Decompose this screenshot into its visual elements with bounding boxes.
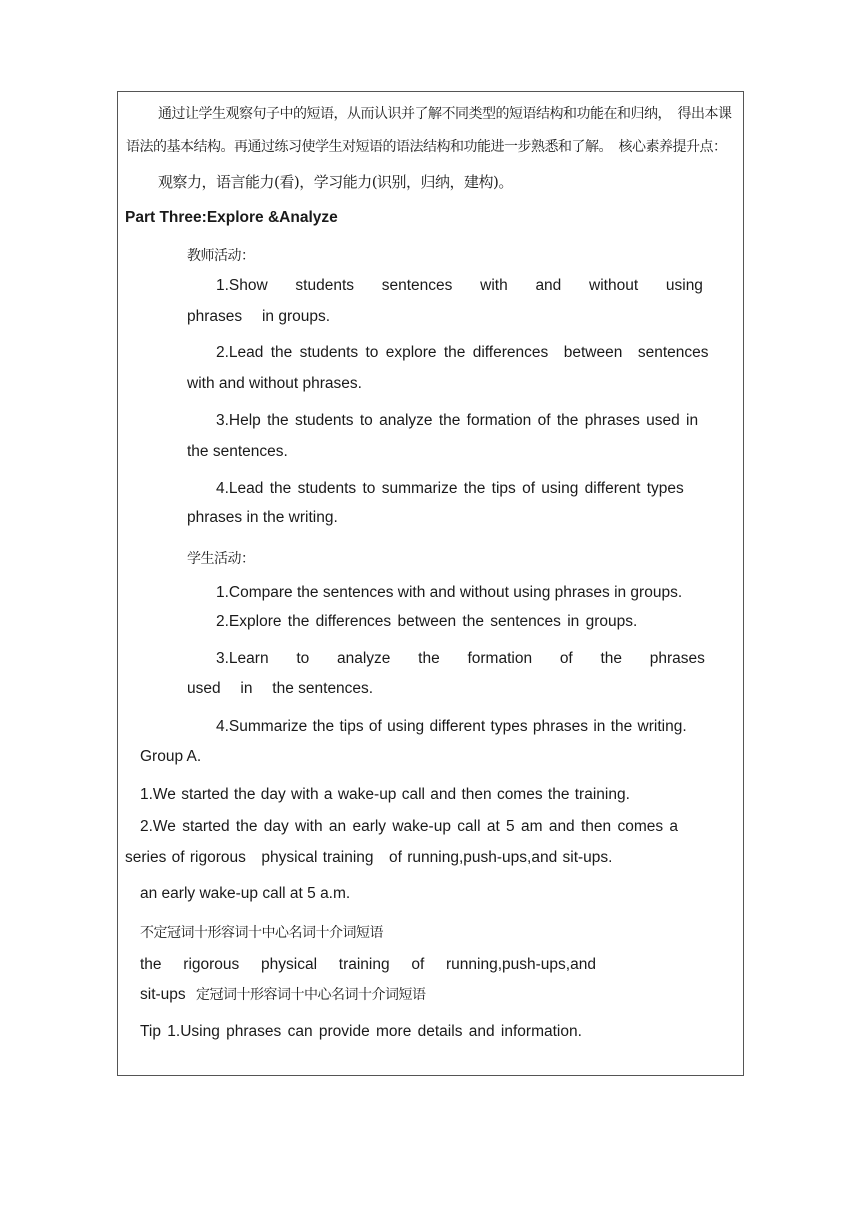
word: to [296,650,310,667]
word: the [600,650,623,667]
teacher-heading: 教师活动： [187,248,255,264]
word: the [418,650,440,667]
word: physical [261,956,318,973]
teacher-item-3-line-1: 3.Help the students to analyze the formation of the phrases used in [216,412,699,429]
word: formation [467,650,533,667]
student-item-4: 4.Summarize the tips of using different types phrases in the writing. [216,718,687,735]
teacher-item-2-line-1: 2.Lead the students to explore the differences between sentences [216,344,709,361]
word: of [411,956,425,973]
part-title: Part Three:Explore &Analyze [125,209,338,226]
group-sentence-2-line-1: 2.We started the day with an early wake-up call at 5 am and then comes a [140,818,679,835]
word: 3.Learn [216,650,269,667]
teacher-item-4-line-1: 4.Lead the students to summarize the tips of using different types [216,480,684,497]
word: and [535,277,562,294]
teacher-item-4-line-2: phrases in the writing. [187,509,338,526]
phrase-2-end: sit-ups [140,986,186,1003]
student-heading: 学生活动： [187,551,255,567]
phrase-2-line-2 [140,985,425,1005]
group-label: Group A. [140,748,202,765]
phrase-1: an early wake-up call at 5 a.m. [140,885,351,902]
teacher-item-1-line-1 [216,276,703,296]
word: running,push-ups,and [446,956,596,973]
word: rigorous [183,956,240,973]
phrase-2-line-1 [140,955,596,975]
teacher-item-1-line-2: phrases in groups. [187,308,331,325]
intro-line-3: 观察力，语言能力(看)，学习能力(识别，归纳，建构)。 [158,173,513,191]
student-item-1: 1.Compare the sentences with and without using phrases in groups. [216,584,683,601]
word: the [140,956,162,973]
intro-line-2: 语法的基本结构。再通过练习使学生对短语的语法结构和功能进一步熟悉和了解。 核心素养提升点： [126,139,727,155]
group-sentence-1: 1.We started the day with a wake-up call and then comes the training. [140,786,630,803]
word: 1.Show [216,277,268,294]
student-item-2: 2.Explore the differences between the sentences in groups. [216,613,638,630]
student-item-3-line-1 [216,649,705,669]
tip-1: Tip 1.Using phrases can provide more details and information. [140,1023,582,1040]
word: sentences [381,277,453,294]
phrase-2-type: 定冠词十形容词十中心名词十介词短语 [195,987,426,1003]
word: with [480,277,508,294]
teacher-item-2-line-2: with and without phrases. [187,375,362,392]
student-item-3-line-2: used in the sentences. [187,680,374,697]
word: using [665,277,703,294]
phrase-1-type: 不定冠词十形容词十中心名词十介词短语 [140,925,383,941]
teacher-item-3-line-2: the sentences. [187,443,288,460]
word: training [338,956,390,973]
word: without [589,277,639,294]
intro-line-1: 通过让学生观察句子中的短语，从而认识并了解不同类型的短语结构和功能在和归纳， 得出本课 [158,106,732,122]
word: of [559,650,573,667]
word: phrases [649,650,705,667]
word: analyze [336,650,391,667]
group-sentence-2-line-2: series of rigorous physical training of running,push-ups,and sit-ups. [125,849,613,866]
word: students [295,277,355,294]
